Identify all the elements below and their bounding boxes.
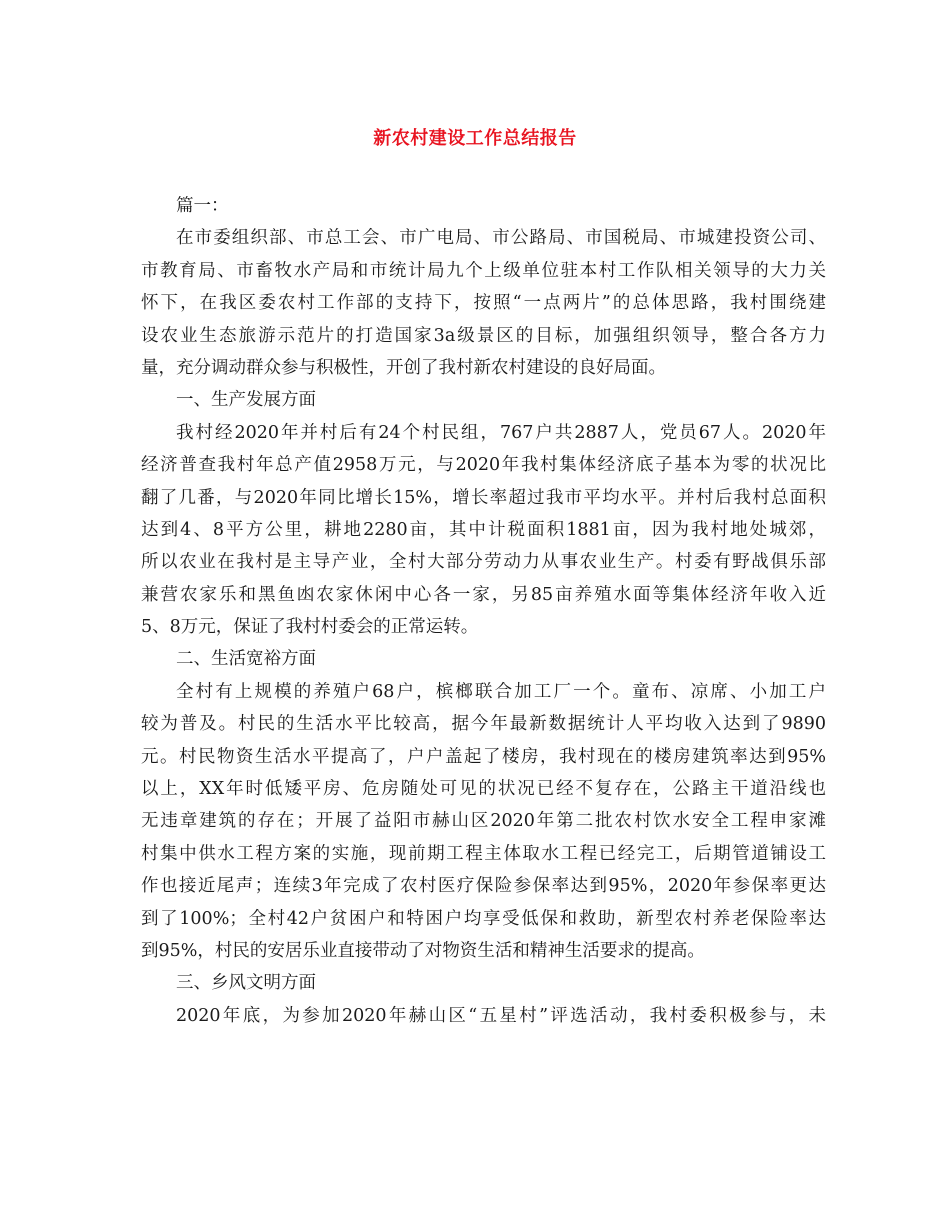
text-line: 元。村民物资生活水平提高了，户户盖起了楼房，我村现在的楼房建筑率达到95%	[141, 746, 826, 767]
text-line: 无违章建筑的存在；开展了益阳市赫山区2020年第二批农村饮水安全工程申家滩	[141, 811, 826, 832]
text-line: 作也接近尾声；连续3年完成了农村医疗保险参保率达到95%，2020年参保率更达	[141, 876, 826, 897]
document-body	[141, 190, 826, 1032]
text-line: 所以农业在我村是主导产业，全村大部分劳动力从事农业生产。村委有野战俱乐部	[141, 552, 826, 573]
text-line: 市教育局、市畜牧水产局和市统计局九个上级单位驻本村工作队相关领导的大力关	[141, 260, 826, 281]
text-line: 设农业生态旅游示范片的打造国家3a级景区的目标，加强组织领导，整合各方力	[141, 325, 826, 346]
text-line: 村集中供水工程方案的实施，现前期工程主体取水工程已经完工，后期管道铺设工	[141, 843, 826, 864]
text-line: 一、生产发展方面	[176, 390, 316, 411]
text-line: 较为普及。村民的生活水平比较高，据今年最新数据统计人平均收入达到了9890	[141, 714, 826, 735]
text-line: 经济普查我村年总产值2958万元，与2020年我村集体经济底子基本为零的状况比	[141, 455, 826, 476]
text-line: 到95%，村民的安居乐业直接带动了对物资生活和精神生活要求的提高。	[141, 940, 705, 961]
text-line: 在市委组织部、市总工会、市广电局、市公路局、市国税局、市城建投资公司、	[176, 228, 826, 249]
text-line: 三、乡风文明方面	[176, 973, 316, 994]
text-line: 以上，XX年时低矮平房、危房随处可见的状况已经不复存在，公路主干道沿线也	[141, 779, 826, 800]
text-line: 量，充分调动群众参与积极性，开创了我村新农村建设的良好局面。	[141, 357, 666, 378]
text-line: 翻了几番，与2020年同比增长15%，增长率超过我市平均水平。并村后我村总面积	[141, 487, 826, 508]
text-line: 到了100%；全村42户贫困户和特困户均享受低保和救助，新型农村养老保险率达	[141, 908, 826, 929]
document-title: 新农村建设工作总结报告	[373, 128, 577, 149]
text-line: 达到4、8平方公里，耕地2280亩，其中计税面积1881亩，因为我村地处城郊，	[141, 519, 826, 540]
text-line: 篇一：	[176, 196, 229, 216]
text-line: 我村经2020年并村后有24个村民组，767户共2887人，党员67人。2020年	[176, 422, 826, 443]
text-line: 5、8万元，保证了我村村委会的正常运转。	[141, 617, 479, 638]
text-line: 怀下，在我区委农村工作部的支持下，按照“一点两片”的总体思路，我村围绕建	[141, 293, 826, 314]
text-line: 2020年底，为参加2020年赫山区“五星村”评选活动，我村委积极参与，未	[176, 1005, 826, 1026]
text-line: 全村有上规模的养殖户68户，槟榔联合加工厂一个。童布、凉席、小加工户	[176, 681, 826, 702]
text-line: 二、生活宽裕方面	[176, 649, 316, 670]
text-line: 兼营农家乐和黑鱼凼农家休闲中心各一家，另85亩养殖水面等集体经济年收入近	[141, 584, 826, 605]
